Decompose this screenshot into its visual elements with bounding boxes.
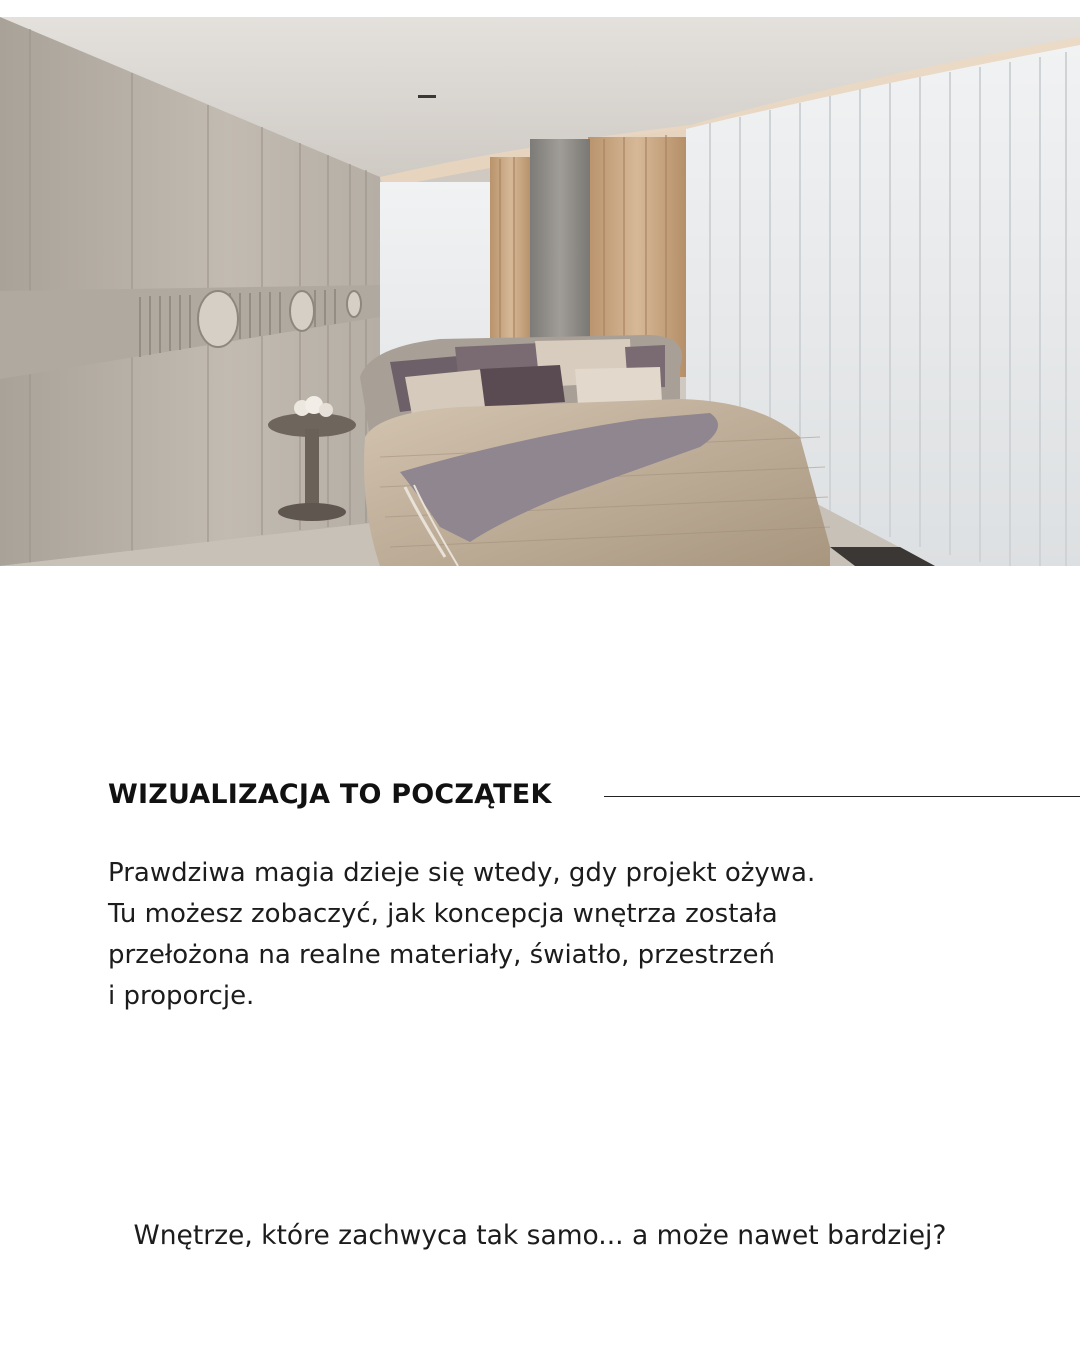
- body-line: i proporcje.: [108, 981, 255, 1011]
- section-body: [108, 853, 988, 1017]
- body-line: Tu możesz zobaczyć, jak koncepcja wnętrza została: [108, 899, 778, 929]
- body-line: Prawdziwa magia dzieje się wtedy, gdy projekt ożywa.: [108, 858, 816, 888]
- body-line: przełożona na realne materiały, światło, przestrzeń: [108, 940, 776, 970]
- heading-divider: [604, 796, 1080, 797]
- section-heading: WIZUALIZACJA TO POCZĄTEK: [108, 778, 552, 810]
- bedroom-photo: [0, 17, 1080, 566]
- section-heading-row: [108, 772, 1080, 816]
- footer-caption: Wnętrze, które zachwyca tak samo... a może nawet bardziej?: [133, 1220, 947, 1251]
